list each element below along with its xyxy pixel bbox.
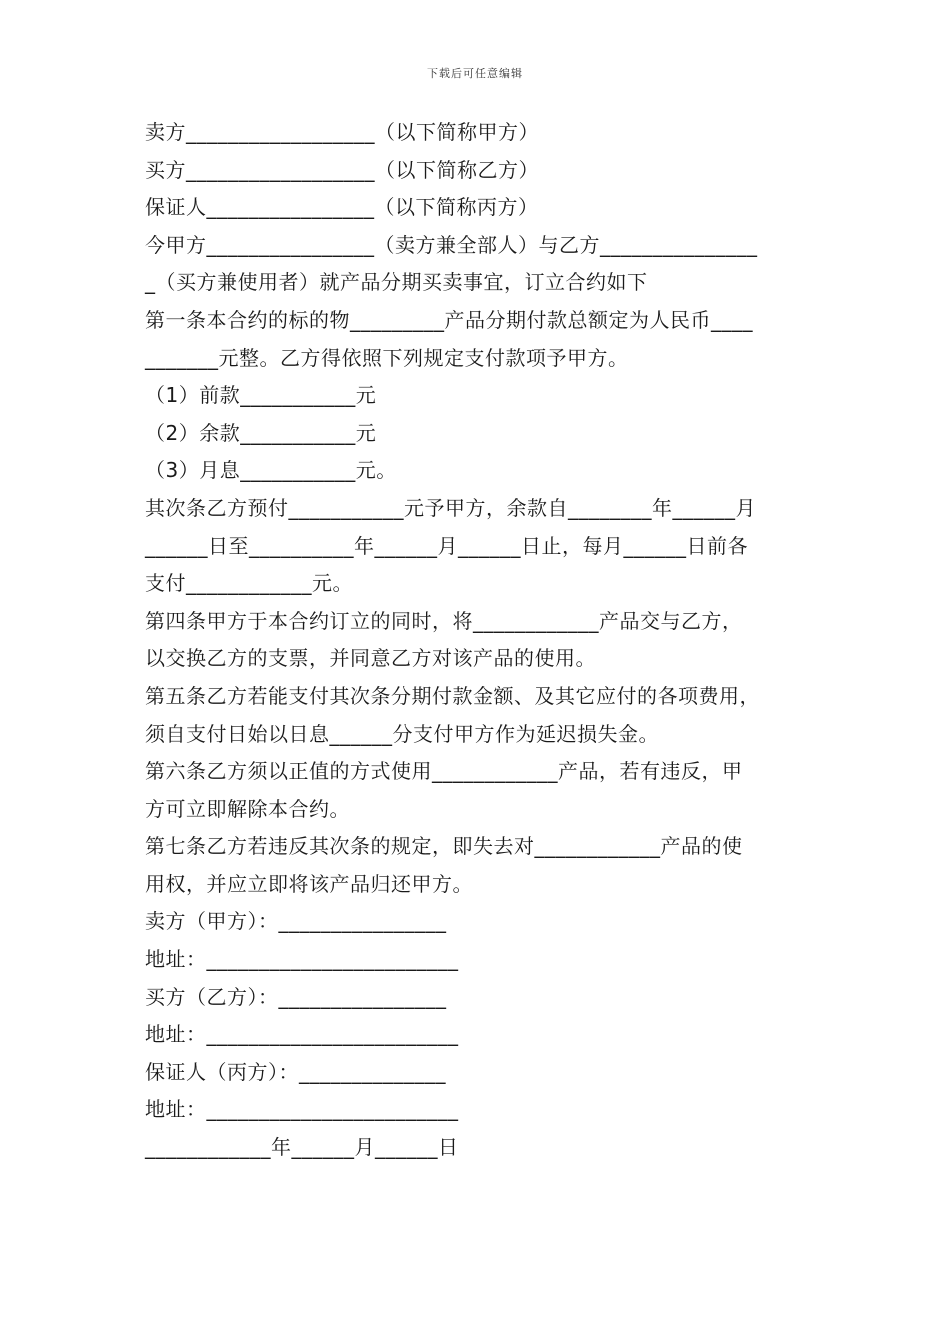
article-7-line-1: 第七条乙方若违反其次条的规定，即失去对____________产品的使 <box>145 834 743 859</box>
seller-address-line: 地址：________________________ <box>145 947 459 972</box>
balance-line: （2）余款___________元 <box>145 420 377 445</box>
article-6-line-2: 方可立即解除本合约。 <box>145 796 350 821</box>
article-2-line-2: ______日至__________年______月______日止，每月______日前各 <box>145 533 748 558</box>
guarantor-address-line: 地址：________________________ <box>145 1097 459 1122</box>
down-payment-line: （1）前款___________元 <box>145 383 377 408</box>
article-4-line-1: 第四条甲方于本合约订立的同时，将____________产品交与乙方， <box>145 608 743 633</box>
article-7-line-2: 用权，并应立即将该产品归还甲方。 <box>145 871 473 896</box>
article-2-line-1: 其次条乙方预付___________元予甲方，余款自________年______月 <box>145 495 756 520</box>
preamble-line-1: 今甲方________________（卖方兼全部人）与乙方_______________ <box>145 232 758 257</box>
seller-signature-line: 卖方（甲方）：________________ <box>145 909 447 934</box>
article-5-line-2: 须自支付日始以日息______分支付甲方作为延迟损失金。 <box>145 721 659 746</box>
article-1-line-1: 第一条本合约的标的物_________产品分期付款总额定为人民币____ <box>145 307 753 332</box>
monthly-interest-line: （3）月息___________元。 <box>145 458 397 483</box>
buyer-signature-line: 买方（乙方）：________________ <box>145 984 447 1009</box>
guarantor-signature-line: 保证人（丙方）：______________ <box>145 1059 446 1084</box>
article-4-line-2: 以交换乙方的支票，并同意乙方对该产品的使用。 <box>145 646 596 671</box>
article-1-line-2: _______元整。乙方得依照下列规定支付款项予甲方。 <box>145 345 629 370</box>
contract-body <box>145 114 815 1167</box>
buyer-line: 买方__________________（以下简称乙方） <box>145 157 539 182</box>
date-line: ____________年______月______日 <box>145 1135 459 1160</box>
article-5-line-1: 第五条乙方若能支付其次条分期付款金额、及其它应付的各项费用， <box>145 683 760 708</box>
guarantor-line: 保证人________________（以下简称丙方） <box>145 195 539 220</box>
article-6-line-1: 第六条乙方须以正值的方式使用____________产品，若有违反，甲 <box>145 759 743 784</box>
article-2-line-3: 支付____________元。 <box>145 571 353 596</box>
preamble-line-2: _（买方兼使用者）就产品分期买卖事宜，订立合约如下 <box>145 270 648 295</box>
seller-line: 卖方__________________（以下简称甲方） <box>145 120 539 144</box>
page-header: 下载后可任意编辑 <box>427 67 523 80</box>
buyer-address-line: 地址：________________________ <box>145 1022 459 1047</box>
